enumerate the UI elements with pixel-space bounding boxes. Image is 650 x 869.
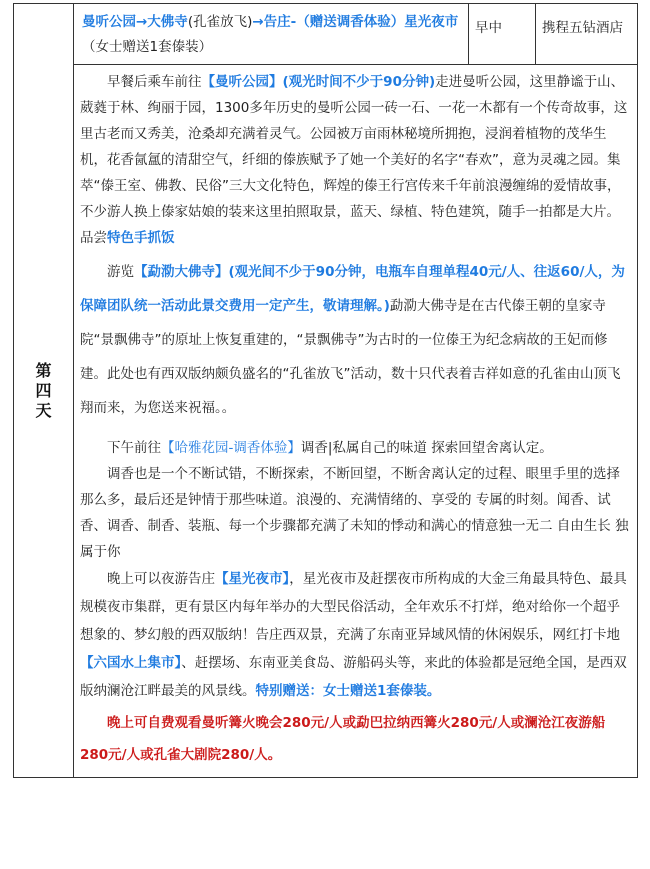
hotel-text: 携程五钻酒店	[542, 20, 623, 36]
day-content-cell	[74, 65, 638, 778]
itinerary-table	[13, 3, 638, 778]
paragraph-manting-park	[80, 69, 631, 251]
hotel-cell	[536, 4, 638, 65]
day-label-char: 天	[35, 400, 52, 420]
meals-text: 早中	[475, 20, 502, 36]
para2-text-1: 游览	[107, 264, 134, 280]
para5-highlight-market: 【星光夜市】	[215, 571, 290, 587]
para1-text-2: 走进曼听公园，这里静谧于山、葳蕤于林、绚丽于园，1300多年历史的曼听公园一砖一石、一花一木都有一个传奇故事，这里古老而又秀美，沧桑却充满着灵气。公园被万亩雨林秘境所拥抱，浸润着植物的茂华生机，花香氤氲的清甜空气，纤细的傣族赋予了她一个美好的名字“春欢”，意为灵魂之园。集萃“傣王室、佛教、民俗”三大文化特色，辉煌的傣王行宫传来千年前浪漫缠绵的爱情故事，不少游人换上傣家姑娘的装来这里拍照取景，蓝天、绿植、特色建筑，随手一拍都是大片。品尝	[80, 74, 628, 246]
route-part-4: （女士赠送1套傣装）	[82, 39, 213, 55]
para5-text-1: 晚上可以夜游告庄	[107, 571, 215, 587]
para1-highlight-food: 特色手抓饭	[107, 230, 175, 246]
para5-text-3: 、赶摆场、东南亚美食岛、游船码头等，来此的体验都是冠绝全国，是西双版纳澜沧江畔最美的风景线。	[80, 655, 627, 699]
para1-highlight-park: 【曼听公园】(观光时间不少于90分钟)	[201, 74, 436, 90]
day-label	[14, 361, 73, 421]
paragraph-perfume: 调香也是一个不断试错，不断探索，不断回望，不断舍离认定的过程、眼里手里的选择那么多，最后还是钟情于那些味道。浪漫的、充满情绪的、享受的 专属的时刻。闻香、试香、调香、制香、装瓶、每一个步骤都充满了未知的悸动和满心的情意独一无二 自由生长 独属于你	[80, 466, 629, 560]
para1-text-1: 早餐后乘车前往	[107, 74, 202, 90]
route-cell	[74, 4, 469, 65]
route-part-1: 曼听公园→大佛寺	[82, 14, 188, 30]
paragraph-haya-garden	[80, 435, 631, 461]
route-part-2: (孔雀放飞)	[187, 14, 253, 30]
para5-gift-note: 特别赠送：女士赠送1套傣装。	[255, 683, 441, 699]
paragraph-night-market	[80, 565, 631, 705]
day-label-char: 第	[35, 360, 52, 380]
para3-highlight-garden: 【哈雅花园-调香体验】	[161, 440, 301, 456]
para3-text-2: 调香|私属自己的味道 探索回望舍离认定。	[300, 440, 553, 456]
para5-text-2: ，星光夜市及赶摆夜市所构成的大金三角最具特色、最具规模夜市集群，更有景区内每年举办的大型民俗活动，全年欢乐不打烊，绝对给你一个超乎想象的、梦幻般的西双版纳！告庄西双景，充满了东南亚异域风情的休闲娱乐，网红打卡地	[80, 571, 627, 643]
day-label-cell	[14, 4, 74, 778]
paragraph-optional-shows: 晚上可自费观看曼听篝火晚会280元/人或勐巴拉纳西篝火280元/人或澜沧江夜游船280元/人或孔雀大剧院280/人。	[80, 715, 606, 763]
paragraph-big-buddha-temple	[80, 255, 631, 425]
para2-highlight-temple: 【勐泐大佛寺】(观光间不少于90分钟，电瓶车自理单程40元/人、往返60/人，为保障团队统一活动此景交费用一定产生，敬请理解。)	[80, 264, 625, 314]
route-part-3: →告庄-（赠送调香体验）星光夜市	[252, 14, 459, 30]
para2-text-2: 勐泐大佛寺是在古代傣王朝的皇家寺院“景飘佛寺”的原址上恢复重建的，“景飘佛寺”为古时的一位傣王为纪念病故的王妃而修建。此处也有西双版纳颇负盛名的“孔雀放飞”活动，数十只代表着吉祥如意的孔雀由山顶飞翔而来，为您送来祝福。。	[80, 298, 621, 416]
meals-cell	[469, 4, 536, 65]
day-label-char: 四	[35, 380, 52, 400]
para5-highlight-water-market: 【六国水上集市】	[80, 655, 182, 671]
para3-text-1: 下午前往	[107, 440, 161, 456]
